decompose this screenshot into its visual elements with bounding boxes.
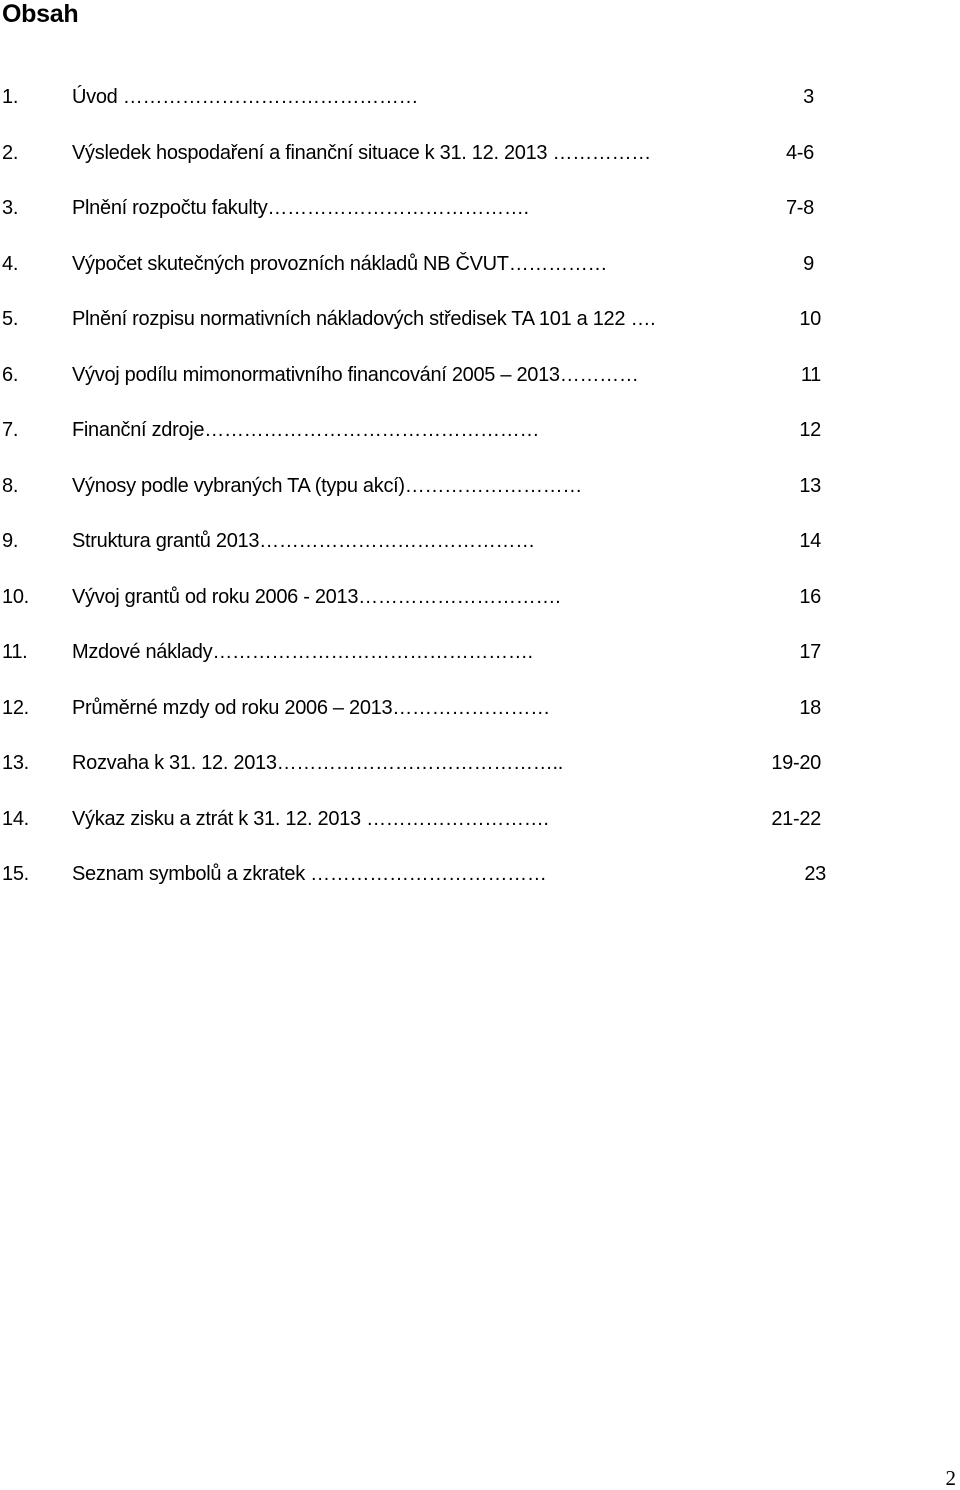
toc-entry-page: 12 (799, 419, 821, 441)
toc-entry[interactable] (0, 847, 960, 903)
toc-entry[interactable] (0, 348, 960, 404)
toc-entry-page: 17 (799, 641, 821, 663)
toc-entry-page: 3 (803, 86, 814, 108)
toc-entry-title: Výnosy podle vybraných TA (typu akcí)……………………… (72, 474, 583, 497)
toc-entry-page: 4-6 (785, 141, 814, 164)
toc-entry[interactable] (0, 625, 960, 681)
toc-entry[interactable] (0, 514, 960, 570)
toc-entry-number: 14. (2, 807, 29, 830)
toc-entry[interactable] (0, 570, 960, 626)
toc-entry-title: Úvod ……………………………………… (72, 86, 419, 108)
toc-entry[interactable] (0, 292, 960, 348)
toc-entry-title: Vývoj grantů od roku 2006 - 2013…………………………. (72, 585, 561, 608)
toc-entry-page: 9 (803, 252, 814, 275)
toc-entry[interactable] (0, 736, 960, 792)
toc-entry-title: Vývoj podílu mimonormativního financování 2005 – 2013………… (72, 363, 639, 386)
toc-entry-number: 3. (2, 197, 19, 219)
toc-entry-page: 18 (799, 696, 821, 719)
toc-entry-title: Plnění rozpočtu fakulty…………………………………. (72, 197, 529, 219)
toc-entry-page: 23 (804, 863, 826, 885)
toc-entry[interactable] (0, 126, 960, 182)
toc-entry-number: 1. (2, 86, 19, 108)
toc-entry[interactable] (0, 237, 960, 293)
toc-entry-number: 13. (2, 752, 29, 774)
toc-entry-page: 21-22 (771, 807, 821, 830)
toc-entry-page: 11 (800, 363, 821, 386)
page-number: 2 (945, 1466, 956, 1490)
toc-entry-page: 7-8 (785, 197, 814, 219)
toc-entry-number: 7. (2, 419, 19, 441)
toc-entry[interactable] (0, 681, 960, 737)
toc-entry-number: 11. (2, 641, 28, 663)
toc-entry-number: 6. (2, 363, 19, 386)
toc-entry-number: 15. (2, 863, 29, 885)
toc-entry-title: Průměrné mzdy od roku 2006 – 2013…………………… (72, 696, 550, 719)
toc-entry-number: 5. (2, 308, 19, 330)
toc-entry-page: 14 (799, 530, 821, 552)
toc-entry-number: 9. (2, 530, 19, 552)
table-of-contents (0, 70, 960, 903)
toc-entry-title: Mzdové náklady…………………………………………. (72, 641, 533, 663)
toc-entry-number: 2. (2, 141, 19, 164)
toc-entry[interactable] (0, 181, 960, 237)
toc-entry-title: Seznam symbolů a zkratek ……………………………… (72, 863, 547, 885)
toc-entry-title: Struktura grantů 2013…………………………………… (72, 530, 535, 552)
toc-entry-number: 8. (2, 474, 19, 497)
toc-entry[interactable] (0, 70, 960, 126)
toc-entry-number: 10. (2, 585, 29, 608)
toc-entry[interactable] (0, 403, 960, 459)
toc-entry-number: 4. (2, 252, 19, 275)
toc-entry-title: Plnění rozpisu normativních nákladových středisek TA 101 a 122 …. (72, 308, 656, 330)
toc-entry-title: Výkaz zisku a ztrát k 31. 12. 2013 ………………………. (72, 807, 549, 830)
toc-entry-page: 19-20 (771, 752, 821, 774)
toc-entry-title: Výsledek hospodaření a finanční situace k 31. 12. 2013 …………… (72, 141, 652, 164)
toc-entry-page: 13 (799, 474, 821, 497)
toc-entry-title: Rozvaha k 31. 12. 2013…………………………………….. (72, 752, 563, 774)
toc-entry-title: Výpočet skutečných provozních nákladů NB ČVUT…………… (72, 252, 608, 275)
toc-entry-page: 16 (799, 585, 821, 608)
toc-entry[interactable] (0, 792, 960, 848)
toc-entry-number: 12. (2, 696, 29, 719)
toc-entry[interactable] (0, 459, 960, 515)
document-heading: Obsah (2, 0, 79, 28)
toc-entry-title: Finanční zdroje…………………………………………… (72, 419, 540, 441)
toc-entry-page: 10 (799, 308, 821, 330)
